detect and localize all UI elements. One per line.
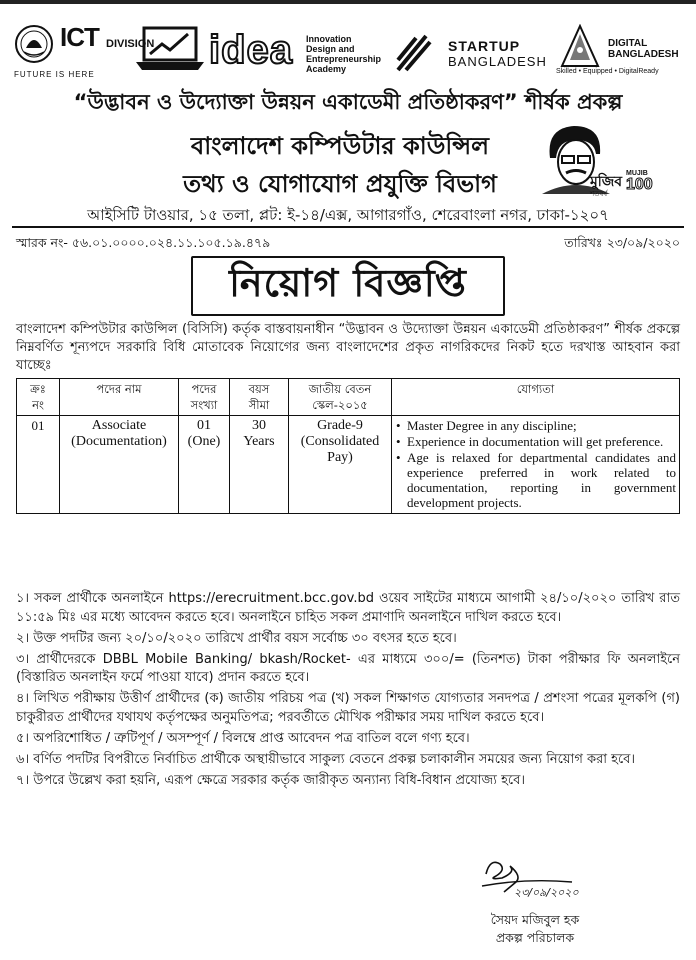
condition-item: ৬। বর্ণিত পদটির বিপরীতে নির্বাচিত প্রার্থীকে অস্থায়ীভাবে সাকুল্য বেতনে প্রকল্প চলাকালীন সময়ের জন্য নিয়োগ করা হবে।: [16, 751, 636, 767]
laptop-chart-icon: [134, 26, 206, 72]
condition-item: ৪। লিখিত পরীক্ষায় উত্তীর্ণ প্রার্থীদের (ক) জাতীয় পরিচয় পত্র (খ) সকল শিক্ষাগত যোগ্যতার সনদপত্র / প্রশংসা পত্রের মূলকপি (গ) চাকুরীরত প্রার্থীদের যথাযথ কর্তৃপক্ষের অনুমতিপত্র; পরবর্তীতে মৌখিক পরীক্ষার সময় দাখিল করতে হবে।: [16, 691, 680, 725]
qualification-list: [395, 418, 676, 510]
header-qualification: যোগ্যতা: [392, 379, 680, 416]
startup-text: STARTUP: [448, 38, 521, 54]
condition-item: ৩। প্রার্থীদেরকে DBBL Mobile Banking/ bkash/Rocket- এর মাধ্যমে ৩০০/= (তিনশত) টাকা পরীক্ষার ফি অনলাইনে (বিস্তারিত অনলাইন ফর্মে পাওয়া যাবে) প্রদান করতে হবে।: [16, 651, 680, 685]
digital-bangladesh-text: DIGITAL BANGLADESH: [608, 38, 679, 60]
council-name: বাংলাদেশ কম্পিউটার কাউন্সিল: [190, 132, 490, 160]
mujib-100-logo: [590, 170, 654, 198]
digital-tagline: Skilled • Equipped • DigitalReady: [556, 68, 659, 75]
signature-date: ২৩/০৯/২০২০: [514, 886, 579, 899]
table-row: [17, 416, 680, 514]
cell-serial: 01: [17, 416, 60, 514]
mujib-bengali: মুজিব: [590, 174, 623, 190]
mujib-english: MUJIB: [626, 170, 648, 177]
memo-date: তারিখঃ ২৩/০৯/২০২০: [564, 235, 680, 250]
logo-strip: [14, 20, 682, 84]
signatory-name: সৈয়দ মজিবুল হক: [490, 912, 580, 927]
header-serial: ক্রঃ নং: [17, 379, 60, 416]
division-name: তথ্য ও যোগাযোগ প্রযুক্তি বিভাগ: [183, 170, 497, 198]
list-item: • Master Degree in any discipline;: [407, 418, 676, 433]
cell-post-count: 01 (One): [179, 416, 230, 514]
condition-item: ১। সকল প্রার্থীকে অনলাইনে https://erecruitment.bcc.gov.bd ওয়েব সাইটের মাধ্যমে আগামী ২৪/১০/২০২০ তারিখ রাত ১১:৫৯ মিঃ এর মধ্যে আবেদন করতে হবে। অনলাইনে চাহিত সকল প্রমাণাদি অনলাইনে দাখিল করতে হবে।: [16, 591, 680, 625]
government-emblem-icon: [14, 24, 54, 68]
conditions-list: [16, 590, 680, 793]
ict-division-text: DIVISION: [106, 38, 155, 50]
condition-item: ৭। উপরে উল্লেখ করা হয়নি, এরূপ ক্ষেত্রে সরকার কর্তৃক জারীকৃত অন্যান্য বিধি-বিধান প্রযোজ্য হবে।: [16, 772, 526, 788]
condition-item: ২। উক্ত পদটির জন্য ২০/১০/২০২০ তারিখে প্রার্থীর বয়স সর্বোচ্চ ৩০ বৎসর হতে হবে।: [16, 630, 457, 646]
office-address: আইসিটি টাওয়ার, ১৫ তলা, প্লট: ই-১৪/এক্স, আগারগাঁও, শেরেবাংলা নগর, ঢাকা-১২০৭: [87, 206, 609, 224]
ict-wordmark: ICT: [60, 22, 99, 52]
header-age-limit: বয়স সীমা: [230, 379, 289, 416]
header-divider: [12, 226, 684, 228]
cell-post-name: Associate (Documentation): [60, 416, 179, 514]
project-title: “উদ্ভাবন ও উদ্যোক্তা উন্নয়ন একাডেমী প্রতিষ্ঠাকরণ” শীর্ষক প্রকল্প: [73, 90, 623, 114]
intro-paragraph: বাংলাদেশ কম্পিউটার কাউন্সিল (বিসিসি) কর্তৃক বাস্তবায়নাধীন “উদ্ভাবন ও উদ্যোক্তা উন্নয়ন একাডেমী প্রতিষ্ঠাকরণ” শীর্ষক প্রকল্পে নিম্নবর্ণিত শূন্যপদে সরকারি বিধি মোতাবেক নিয়োগের জন্য বাংলাদেশের প্রকৃত নাগরিকদের নিকট হতে দরখাস্ত আহবান করা যাচ্ছেঃ: [16, 322, 680, 373]
idea-wordmark: idea: [209, 28, 294, 72]
cell-age-limit: 30 Years: [230, 416, 289, 514]
startup-bangladesh-logo: [396, 20, 546, 84]
idea-subtitle: Innovation Design and Entrepreneurship Academy: [306, 34, 382, 74]
ict-tagline: FUTURE IS HERE: [14, 70, 95, 79]
condition-item: ৫। অপরিশোধিত / ত্রুটিপূর্ণ / অসম্পূর্ণ / বিলম্বে প্রাপ্ত আবেদন পত্র বাতিল বলে গণ্য হবে।: [16, 730, 470, 746]
header-post-count: পদের সংখ্যা: [179, 379, 230, 416]
cell-qualification: [392, 416, 680, 514]
list-item: • Age is relaxed for departmental candidates and experience preferred in work related to documentation, reporting in government development projects.: [407, 450, 676, 510]
signatory-title: প্রকল্প পরিচালক: [495, 930, 575, 945]
startup-arrow-icon: [396, 32, 432, 72]
cell-pay-scale: Grade-9 (Consolidated Pay): [289, 416, 392, 514]
mujib-subtitle: শতবর্ষ: [590, 190, 608, 198]
signature-mark: [476, 852, 596, 900]
top-border: [0, 0, 696, 4]
table-header-row: [17, 379, 680, 416]
digital-bangladesh-logo: [554, 20, 682, 84]
memo-number: স্মারক নং- ৫৬.০১.০০০০.০২৪.১১.১০৫.১৯.৪৭৯: [16, 235, 271, 250]
idea-logo: [134, 20, 434, 84]
mujib-100-number: 100: [626, 176, 653, 193]
list-item: • Experience in documentation will get preference.: [407, 434, 676, 449]
header-pay-scale: জাতীয় বেতন স্কেল-২০১৫: [289, 379, 392, 416]
vacancy-table: [16, 378, 680, 514]
header-post-name: পদের নাম: [60, 379, 179, 416]
digital-tower-icon: [558, 24, 602, 68]
notice-title: নিয়োগ বিজ্ঞপ্তি: [191, 256, 505, 316]
bangladesh-text: BANGLADESH: [448, 54, 547, 69]
